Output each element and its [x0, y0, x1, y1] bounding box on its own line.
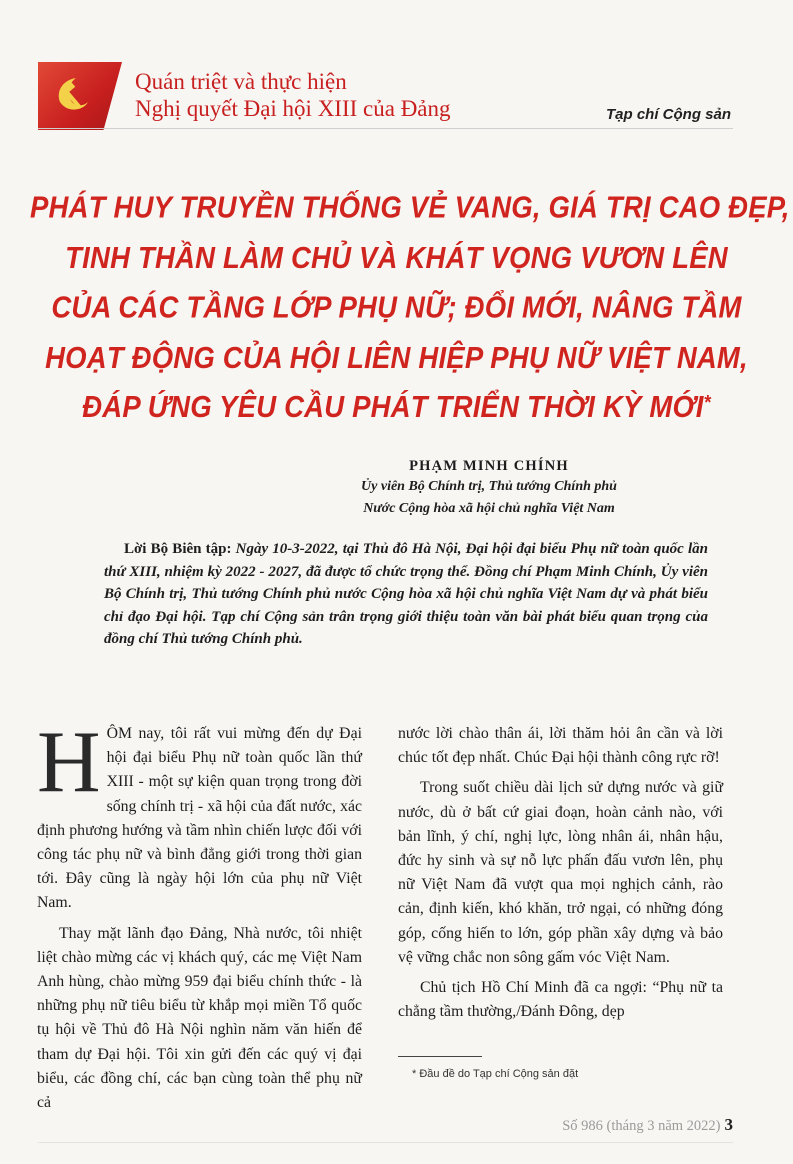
footnote-divider — [398, 1056, 482, 1057]
body-paragraph: nước lời chào thân ái, lời thăm hỏi ân cần và lời chúc tốt đẹp nhất. Chúc Đại hội thành công rực rỡ! — [398, 725, 723, 767]
author-role-2: Nước Cộng hòa xã hội chủ nghĩa Việt Nam — [363, 501, 615, 516]
section-title-line1: Quán triệt và thực hiện — [135, 69, 347, 94]
editor-note — [104, 538, 708, 651]
headline-line: PHÁT HUY TRUYỀN THỐNG VẺ VANG, GIÁ TRỊ CAO ĐẸP, — [30, 189, 790, 225]
body-paragraph: Trong suốt chiều dài lịch sử dựng nước và giữ nước, dù ở bất cứ giai đoạn, hoàn cảnh nào, với bản lĩnh, ý chí, nghị lực, lòng nhân ái, nhân hậu, đức hy sinh và sự nỗ lực phấn đấu vươn lên, phụ nữ Việt Nam đã vượt qua mọi nghịch cảnh, rào cản, định kiến, khó khăn, trở ngại, có những đóng góp, cống hiến to lớn, góp phần xây dựng và bảo vệ vững chắc non sông gấm vóc Việt Nam. — [398, 779, 723, 966]
author-block — [329, 458, 649, 519]
headline-line-last — [30, 382, 763, 432]
headline-line: ĐÁP ỨNG YÊU CẦU PHÁT TRIỂN THỜI KỲ MỚI — [82, 389, 704, 424]
drop-cap: H — [37, 714, 101, 811]
headline-line: TINH THẦN LÀM CHỦ VÀ KHÁT VỌNG VƯƠN LÊN — [65, 239, 728, 275]
author-name: PHẠM MINH CHÍNH — [409, 458, 569, 474]
page-number: 3 — [724, 1115, 733, 1134]
footer-divider — [38, 1142, 733, 1143]
headline-line: HOẠT ĐỘNG CỦA HỘI LIÊN HIỆP PHỤ NỮ VIỆT NAM, — [45, 339, 748, 374]
editor-note-text: Ngày 10-3-2022, tại Thủ đô Hà Nội, Đại hội đại biểu Phụ nữ toàn quốc lần thứ XIII, nhiệm kỳ 2022 - 2027, đã được tổ chức trọng thể. Đồng chí Phạm Minh Chính, Ủy viên Bộ Chính trị, Thủ tướng Chính phủ nước Cộng hòa xã hội chủ nghĩa Việt Nam dự và phát biểu chỉ đạo Đại hội. Tạp chí Cộng sản trân trọng giới thiệu toàn văn bài phát biểu quan trọng của đồng chí Thủ tướng Chính phủ. — [104, 541, 708, 647]
editor-note-label: Lời Bộ Biên tập: — [124, 541, 232, 557]
article-headline — [30, 183, 790, 432]
author-role-1: Ủy viên Bộ Chính trị, Thủ tướng Chính phủ — [361, 479, 617, 494]
page-footer — [562, 1115, 733, 1135]
body-paragraph: Thay mặt lãnh đạo Đảng, Nhà nước, tôi nhiệt liệt chào mừng các vị khách quý, các mẹ Việt Nam Anh hùng, chào mừng 959 đại biểu chính thức - là những phụ nữ tiêu biểu từ khắp mọi miền Tổ quốc tụ hội về Thủ đô Hà Nội nghìn năm văn hiến để tham dự Đại hội. Tôi xin gửi đến các quý vị đại biểu, các đồng chí, các bạn cùng toàn thể phụ nữ cả — [37, 924, 362, 1112]
headline-line: CỦA CÁC TẦNG LỚP PHỤ NỮ; ĐỔI MỚI, NÂNG TẦM — [51, 289, 742, 325]
party-emblem — [38, 62, 122, 130]
footnote-marker: * — [703, 391, 711, 414]
section-title-line2: Nghị quyết Đại hội XIII của Đảng — [135, 96, 451, 121]
footnote: * Đầu đề do Tạp chí Cộng sản đặt — [412, 1068, 579, 1080]
body-paragraph: Chủ tịch Hồ Chí Minh đã ca ngợi: “Phụ nữ ta chẳng tầm thường,/Đánh Đông, dẹp — [398, 979, 723, 1021]
body-paragraph — [37, 714, 362, 916]
body-column-left — [37, 714, 362, 1121]
header-divider — [38, 128, 733, 129]
section-title — [135, 68, 451, 122]
hammer-sickle-icon — [52, 72, 92, 116]
magazine-name: Tạp chí Cộng sản — [605, 106, 731, 123]
body-column-right — [398, 722, 723, 1030]
issue-label: Số 986 (tháng 3 năm 2022) — [562, 1118, 721, 1134]
paragraph-text: ÔM nay, tôi rất vui mừng đến dự Đại hội đại biểu Phụ nữ toàn quốc lần thứ XIII - một sự kiện quan trọng trong đời sống chính trị - xã hội của đất nước, xác định phương hướng và tầm nhìn chiến lược đối với công tác phụ nữ và bình đẳng giới trong thời gian tới. Đây cũng là ngày hội lớn của phụ nữ Việt Nam. — [37, 725, 362, 912]
